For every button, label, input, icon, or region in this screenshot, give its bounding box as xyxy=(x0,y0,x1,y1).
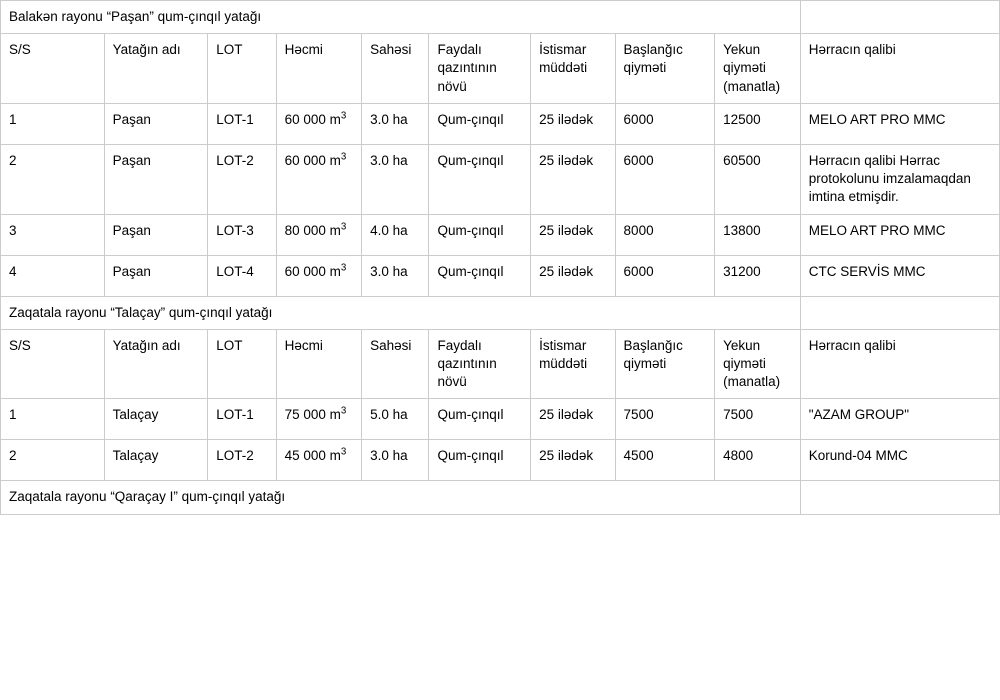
cell-volume xyxy=(276,399,362,440)
cell-name: Talaçay xyxy=(104,440,208,481)
header-volume: Həcmi xyxy=(276,34,362,104)
volume-number: 60 000 xyxy=(284,152,326,168)
cell-type: Qum-çınqıl xyxy=(429,214,531,255)
volume-number: 80 000 xyxy=(284,222,326,238)
section-title-row xyxy=(1,481,1000,514)
volume-exponent: 3 xyxy=(340,405,347,417)
cell-type: Qum-çınqıl xyxy=(429,440,531,481)
header-lot: LOT xyxy=(208,329,276,399)
cell-volume xyxy=(276,214,362,255)
cell-winner: MELO ART PRO MMC xyxy=(800,214,999,255)
volume-unit: m xyxy=(329,407,341,423)
cell-start-price: 6000 xyxy=(615,103,715,144)
cell-volume xyxy=(276,440,362,481)
cell-ss: 2 xyxy=(1,144,105,214)
cell-name: Paşan xyxy=(104,103,208,144)
cell-final-price: 4800 xyxy=(715,440,801,481)
cell-name: Paşan xyxy=(104,255,208,296)
volume-unit: m xyxy=(329,448,341,464)
cell-term: 25 ilədək xyxy=(531,103,615,144)
volume-unit: m xyxy=(329,222,341,238)
header-final-price: Yekun qiyməti (manatla) xyxy=(715,329,801,399)
volume-exponent: 3 xyxy=(340,221,347,233)
table-header-row xyxy=(1,329,1000,399)
cell-area: 5.0 ha xyxy=(362,399,429,440)
cell-lot: LOT-3 xyxy=(208,214,276,255)
header-name: Yatağın adı xyxy=(104,34,208,104)
cell-ss: 1 xyxy=(1,399,105,440)
table-row xyxy=(1,103,1000,144)
cell-area: 3.0 ha xyxy=(362,440,429,481)
volume-exponent: 3 xyxy=(340,110,347,122)
header-lot: LOT xyxy=(208,34,276,104)
header-type: Faydalı qazıntının növü xyxy=(429,34,531,104)
cell-name: Talaçay xyxy=(104,399,208,440)
volume-number: 75 000 xyxy=(284,407,326,423)
cell-area: 3.0 ha xyxy=(362,103,429,144)
section-title-row xyxy=(1,296,1000,329)
cell-winner: Hərracın qalibi Hərrac protokolunu imzalamaqdan imtina etmişdir. xyxy=(800,144,999,214)
cell-final-price: 31200 xyxy=(715,255,801,296)
cell-lot: LOT-1 xyxy=(208,399,276,440)
section-title-spacer xyxy=(800,1,999,34)
cell-lot: LOT-2 xyxy=(208,144,276,214)
cell-lot: LOT-1 xyxy=(208,103,276,144)
cell-ss: 3 xyxy=(1,214,105,255)
table-row xyxy=(1,255,1000,296)
volume-exponent: 3 xyxy=(340,446,347,458)
cell-name: Paşan xyxy=(104,144,208,214)
cell-term: 25 ilədək xyxy=(531,399,615,440)
header-area: Sahəsi xyxy=(362,329,429,399)
cell-start-price: 6000 xyxy=(615,144,715,214)
section-title-spacer xyxy=(800,481,999,514)
header-name: Yatağın adı xyxy=(104,329,208,399)
cell-start-price: 7500 xyxy=(615,399,715,440)
header-type: Faydalı qazıntının növü xyxy=(429,329,531,399)
header-start-price: Başlanğıc qiyməti xyxy=(615,34,715,104)
header-final-price: Yekun qiyməti (manatla) xyxy=(715,34,801,104)
cell-winner: CTC SERVİS MMC xyxy=(800,255,999,296)
cell-name: Paşan xyxy=(104,214,208,255)
cell-lot: LOT-2 xyxy=(208,440,276,481)
volume-number: 60 000 xyxy=(284,263,326,279)
cell-term: 25 ilədək xyxy=(531,440,615,481)
cell-ss: 2 xyxy=(1,440,105,481)
cell-winner: MELO ART PRO MMC xyxy=(800,103,999,144)
cell-final-price: 60500 xyxy=(715,144,801,214)
header-term: İstismar müddəti xyxy=(531,329,615,399)
cell-term: 25 ilədək xyxy=(531,214,615,255)
cell-start-price: 4500 xyxy=(615,440,715,481)
cell-ss: 1 xyxy=(1,103,105,144)
table-header-row xyxy=(1,34,1000,104)
section-title: Zaqatala rayonu “Talaçay” qum-çınqıl yatağı xyxy=(1,296,801,329)
header-term: İstismar müddəti xyxy=(531,34,615,104)
section-title-spacer xyxy=(800,296,999,329)
volume-exponent: 3 xyxy=(340,262,347,274)
cell-type: Qum-çınqıl xyxy=(429,144,531,214)
cell-area: 4.0 ha xyxy=(362,214,429,255)
cell-ss: 4 xyxy=(1,255,105,296)
volume-unit: m xyxy=(329,111,341,127)
cell-type: Qum-çınqıl xyxy=(429,103,531,144)
cell-start-price: 8000 xyxy=(615,214,715,255)
volume-unit: m xyxy=(329,152,341,168)
table-row xyxy=(1,440,1000,481)
table-row xyxy=(1,214,1000,255)
cell-volume xyxy=(276,144,362,214)
table-row xyxy=(1,144,1000,214)
cell-volume xyxy=(276,103,362,144)
cell-term: 25 ilədək xyxy=(531,144,615,214)
header-winner: Hərracın qalibi xyxy=(800,329,999,399)
header-area: Sahəsi xyxy=(362,34,429,104)
cell-start-price: 6000 xyxy=(615,255,715,296)
header-ss: S/S xyxy=(1,34,105,104)
table-row xyxy=(1,399,1000,440)
cell-type: Qum-çınqıl xyxy=(429,255,531,296)
cell-term: 25 ilədək xyxy=(531,255,615,296)
volume-number: 60 000 xyxy=(284,111,326,127)
section-title-row xyxy=(1,1,1000,34)
cell-lot: LOT-4 xyxy=(208,255,276,296)
cell-winner: Korund-04 MMC xyxy=(800,440,999,481)
cell-area: 3.0 ha xyxy=(362,144,429,214)
cell-area: 3.0 ha xyxy=(362,255,429,296)
section-title: Balakən rayonu “Paşan” qum-çınqıl yatağı xyxy=(1,1,801,34)
cell-type: Qum-çınqıl xyxy=(429,399,531,440)
header-ss: S/S xyxy=(1,329,105,399)
cell-final-price: 12500 xyxy=(715,103,801,144)
volume-exponent: 3 xyxy=(340,151,347,163)
volume-unit: m xyxy=(329,263,341,279)
section-title: Zaqatala rayonu “Qaraçay I” qum-çınqıl yatağı xyxy=(1,481,801,514)
header-winner: Hərracın qalibi xyxy=(800,34,999,104)
cell-winner: "AZAM GROUP" xyxy=(800,399,999,440)
header-volume: Həcmi xyxy=(276,329,362,399)
volume-number: 45 000 xyxy=(284,448,326,464)
header-start-price: Başlanğıc qiyməti xyxy=(615,329,715,399)
cell-volume xyxy=(276,255,362,296)
cell-final-price: 13800 xyxy=(715,214,801,255)
cell-final-price: 7500 xyxy=(715,399,801,440)
